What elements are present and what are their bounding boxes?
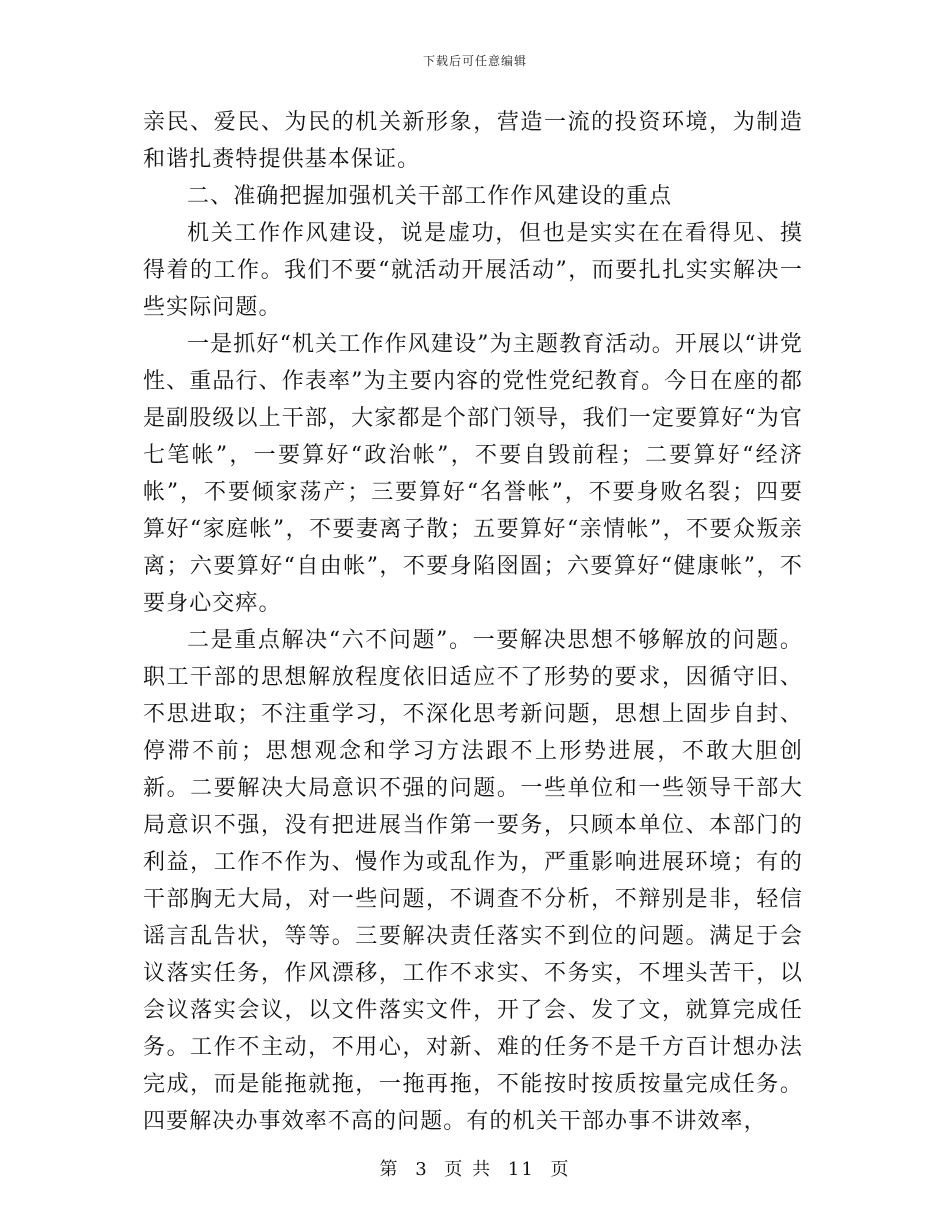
page-number-current: 3 bbox=[415, 1159, 429, 1180]
paragraph: 机关工作作风建设，说是虚功，但也是实实在在看得见、摸得着的工作。我们不要“就活动开展活动”，而要扎扎实实解决一些实际问题。 bbox=[143, 221, 803, 320]
page-number-middle: 页 共 bbox=[444, 1159, 493, 1180]
page-number-prefix: 第 bbox=[379, 1159, 400, 1180]
page-header: 下载后可任意编辑 bbox=[422, 54, 527, 68]
paragraph: 二是重点解决“六不问题”。一要解决思想不够解放的问题。职工干部的思想解放程度依旧适应不了形势的要求，因循守旧、不思进取；不注重学习，不深化思考新问题，思想上固步自封、停滞不前；思想观念和学习方法跟不上形势进展，不敢大胆创新。二要解决大局意识不强的问题。一些单位和一些领导干部大局意识不强，没有把进展当作第一要务，只顾本单位、本部门的利益，工作不作为、慢作为或乱作为，严重影响进展环境；有的干部胸无大局，对一些问题，不调查不分析，不辩别是非，轻信谣言乱告状，等等。三要解决责任落实不到位的问题。满足于会议落实任务，作风漂移，工作不求实、不务实，不埋头苦干，以会议落实会议，以文件落实文件，开了会、发了文，就算完成任务。工作不主动，不用心，对新、难的任务不是千方百计想办法完成，而是能拖就拖，一拖再拖，不能按时按质按量完成任务。四要解决办事效率不高的问题。有的机关干部办事不讲效率， bbox=[143, 628, 803, 1134]
paragraph: 一是抓好“机关工作作风建设”为主题教育活动。开展以“讲党性、重品行、作表率”为主要内容的党性党纪教育。今日在座的都是副股级以上干部，大家都是个部门领导，我们一定要算好“为官七笔帐”，一要算好“政治帐”，不要自毁前程；二要算好“经济帐”，不要倾家荡产；三要算好“名誉帐”，不要身败名裂；四要算好“家庭帐”，不要妻离子散；五要算好“亲情帐”，不要众叛亲离；六要算好“自由帐”，不要身陷囹圄；六要算好“健康帐”，不要身心交瘁。 bbox=[143, 332, 803, 616]
page-footer bbox=[0, 1155, 950, 1181]
paragraph-continuation: 亲民、爱民、为民的机关新形象，营造一流的投资环境，为制造和谐扎赉特提供基本保证。 bbox=[143, 110, 803, 172]
page-number-total: 11 bbox=[507, 1159, 535, 1180]
document-body bbox=[143, 104, 803, 1140]
section-heading: 二、准确把握加强机关干部工作作风建设的重点 bbox=[187, 184, 673, 209]
page-number-suffix: 页 bbox=[550, 1159, 571, 1180]
